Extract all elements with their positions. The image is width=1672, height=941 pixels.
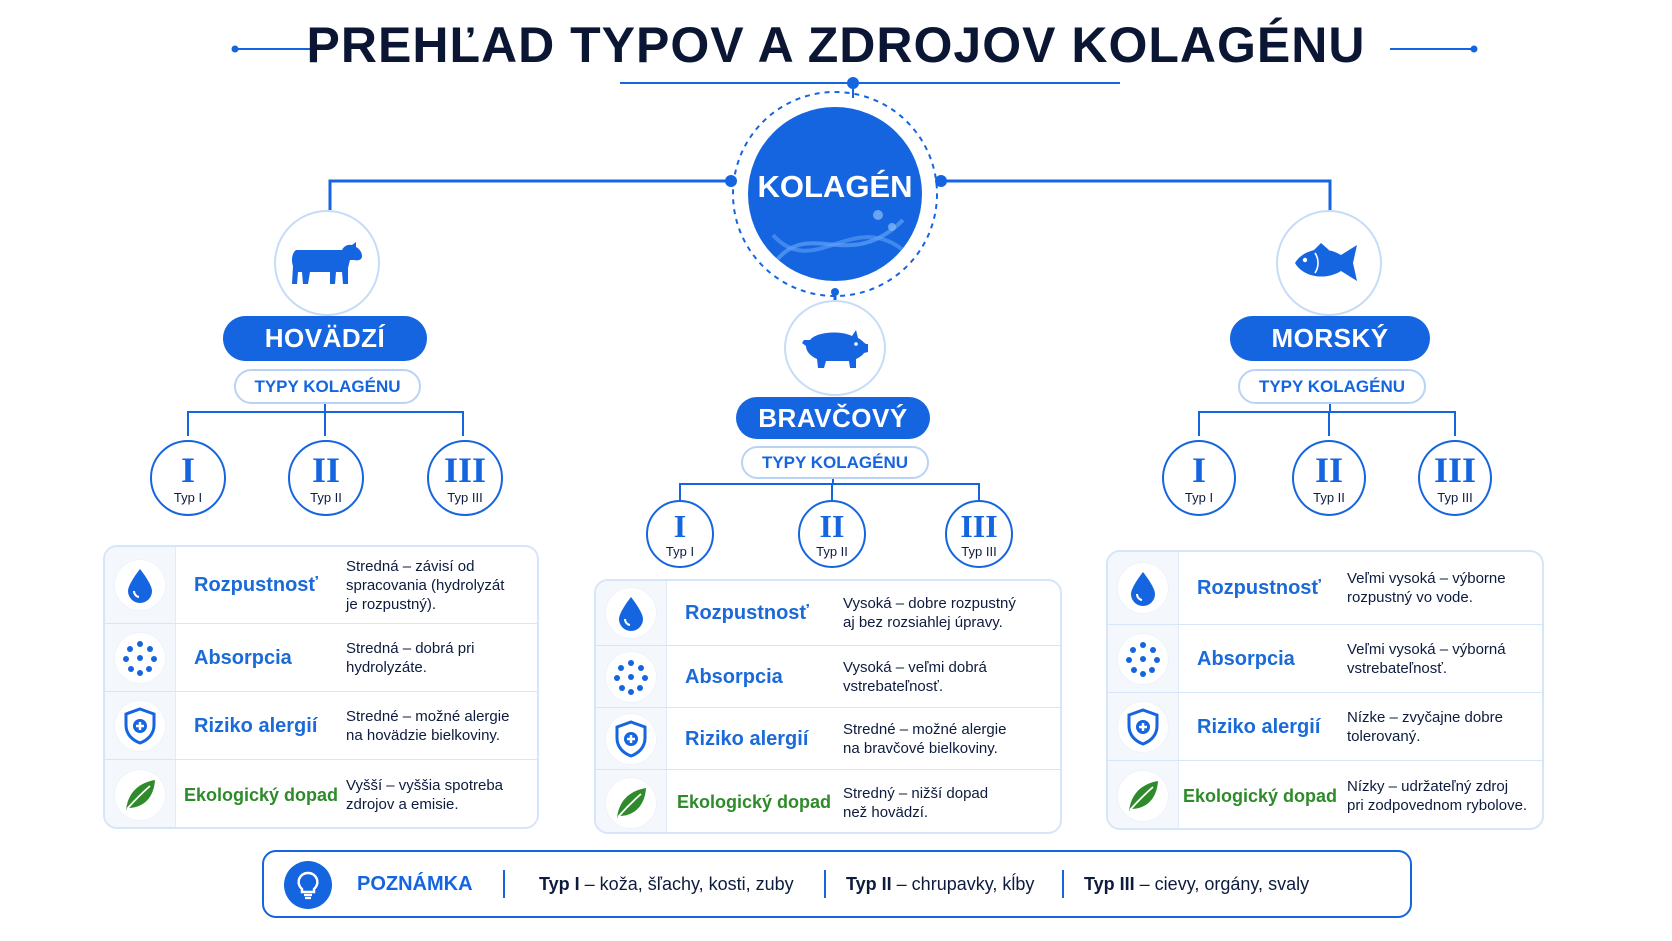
property-row-eco [105, 759, 537, 829]
shield-icon [1126, 708, 1160, 746]
leaf-icon [122, 777, 158, 813]
leaf-icon [1125, 778, 1161, 814]
type-roman: I [180, 449, 195, 490]
pig-icon-circle [784, 300, 886, 396]
type-label: Typ I [173, 489, 203, 505]
property-value: Veľmi vysoká – výborná vstrebateľnosť. [1347, 641, 1506, 677]
property-label: Ekologický dopad [184, 784, 339, 805]
type-label: Typ III [1437, 489, 1473, 505]
property-value: Vysoká – veľmi dobrá vstrebateľnosť. [843, 659, 987, 695]
type-roman: III [1433, 449, 1477, 490]
property-label: Absorpcia [1197, 647, 1295, 670]
pig-icon [800, 326, 870, 370]
property-value: Stredná – dobrá pri hydrolyzáte. [346, 640, 475, 676]
shield-icon [123, 707, 157, 745]
property-label: Ekologický dopad [1183, 785, 1338, 806]
type-roman: I [1191, 449, 1206, 490]
source-pill-bovine: HOVÄDZÍ [223, 316, 427, 361]
property-label: Riziko alergií [194, 714, 318, 737]
type-label: Typ III [447, 489, 483, 505]
water-drop-icon [616, 595, 646, 631]
dots-absorption-icon [613, 659, 649, 695]
fish-icon-circle [1276, 210, 1382, 316]
property-row-allergy [596, 707, 1060, 770]
types-label-porcine: TYPY KOLAGÉNU [741, 446, 929, 479]
type-roman: III [960, 507, 998, 544]
property-row-absorption [596, 645, 1060, 708]
type-roman: II [819, 507, 845, 544]
type-label: Typ I [1184, 489, 1214, 505]
water-drop-icon [125, 567, 155, 603]
property-label: Riziko alergií [685, 727, 809, 750]
properties-card-marine [1106, 550, 1544, 830]
property-value: Stredné – možné alergie na bravčové bielkoviny. [843, 721, 1007, 757]
property-value: Stredné – možné alergie na hovädzie bielkoviny. [346, 708, 510, 744]
note-label: POZNÁMKA [357, 873, 473, 895]
property-value: Nízke – zvyčajne dobre tolerovaný. [1347, 709, 1503, 745]
property-row-absorption [105, 623, 537, 692]
type-label: Typ II [1313, 489, 1345, 505]
type-label: Typ II [816, 543, 848, 559]
type-circle-porcine-2 [798, 500, 866, 568]
property-value: Veľmi vysoká – výborne rozpustný vo vode. [1347, 570, 1506, 606]
water-drop-icon [1128, 570, 1158, 606]
property-row-solubility [105, 547, 537, 623]
type-roman: II [1314, 449, 1344, 490]
type-circle-bovine-2 [288, 440, 364, 516]
property-value: Stredná – závisí od spracovania (hydrolyzát je rozpustný). [346, 557, 505, 613]
dots-absorption-icon [1125, 641, 1161, 677]
property-label: Ekologický dopad [677, 792, 832, 812]
lightbulb-icon [284, 861, 332, 909]
note-item-type-2: Typ II – chrupavky, kĺby [846, 874, 1035, 894]
property-row-allergy [105, 691, 537, 760]
types-label-marine: TYPY KOLAGÉNU [1238, 369, 1426, 404]
property-row-allergy [1108, 692, 1542, 761]
property-value: Nízky – udržateľný zdroj pri zodpovednom rybolove. [1347, 778, 1528, 814]
page-title: PREHĽAD TYPOV A ZDROJOV KOLAGÉNU [306, 17, 1366, 73]
type-roman: I [673, 507, 687, 544]
property-label: Rozpustnosť [1197, 576, 1322, 599]
source-pill-marine: MORSKÝ [1230, 316, 1430, 361]
property-label: Rozpustnosť [685, 601, 810, 624]
types-label-bovine: TYPY KOLAGÉNU [234, 369, 421, 404]
type-roman: II [311, 449, 341, 490]
type-circle-porcine-1 [646, 500, 714, 568]
type-circle-marine-3 [1418, 440, 1492, 516]
property-label: Riziko alergií [1197, 715, 1321, 738]
properties-card-bovine [103, 545, 539, 829]
type-circle-bovine-3 [427, 440, 503, 516]
property-label: Absorpcia [194, 646, 292, 669]
shield-icon [614, 720, 648, 758]
property-value: Vysoká – dobre rozpustný aj bez rozsiahlej úpravy. [843, 595, 1016, 631]
type-circle-bovine-1 [150, 440, 226, 516]
type-roman: III [443, 449, 487, 490]
type-label: Typ III [961, 543, 997, 559]
leaf-icon [613, 785, 649, 821]
property-row-absorption [1108, 624, 1542, 693]
property-row-solubility [1108, 552, 1542, 624]
type-circle-porcine-3 [945, 500, 1013, 568]
properties-card-porcine [594, 579, 1062, 834]
collagen-core [748, 107, 922, 281]
fish-icon [1291, 241, 1367, 285]
note-item-type-3: Typ III – cievy, orgány, svaly [1084, 874, 1310, 894]
property-row-eco [596, 769, 1060, 834]
type-label: Typ II [310, 489, 342, 505]
cow-icon [290, 238, 364, 288]
type-circle-marine-1 [1162, 440, 1236, 516]
type-label: Typ I [665, 543, 695, 559]
property-label: Rozpustnosť [194, 573, 319, 596]
property-value: Vyšší – vyššia spotreba zdrojov a emisie. [346, 777, 504, 813]
cow-icon-circle [274, 210, 380, 316]
dots-absorption-icon [122, 640, 158, 676]
note-item-type-1: Typ I – koža, šľachy, kosti, zuby [539, 874, 794, 894]
core-label: KOLAGÉN [757, 169, 913, 204]
property-row-eco [1108, 760, 1542, 830]
source-pill-porcine: BRAVČOVÝ [736, 397, 930, 439]
property-value: Stredný – nižší dopad než hovädzí. [843, 784, 989, 821]
property-label: Absorpcia [685, 665, 783, 688]
dna-helix-icon [768, 195, 908, 275]
property-row-solubility [596, 581, 1060, 645]
note-box [262, 850, 1412, 918]
type-circle-marine-2 [1292, 440, 1366, 516]
